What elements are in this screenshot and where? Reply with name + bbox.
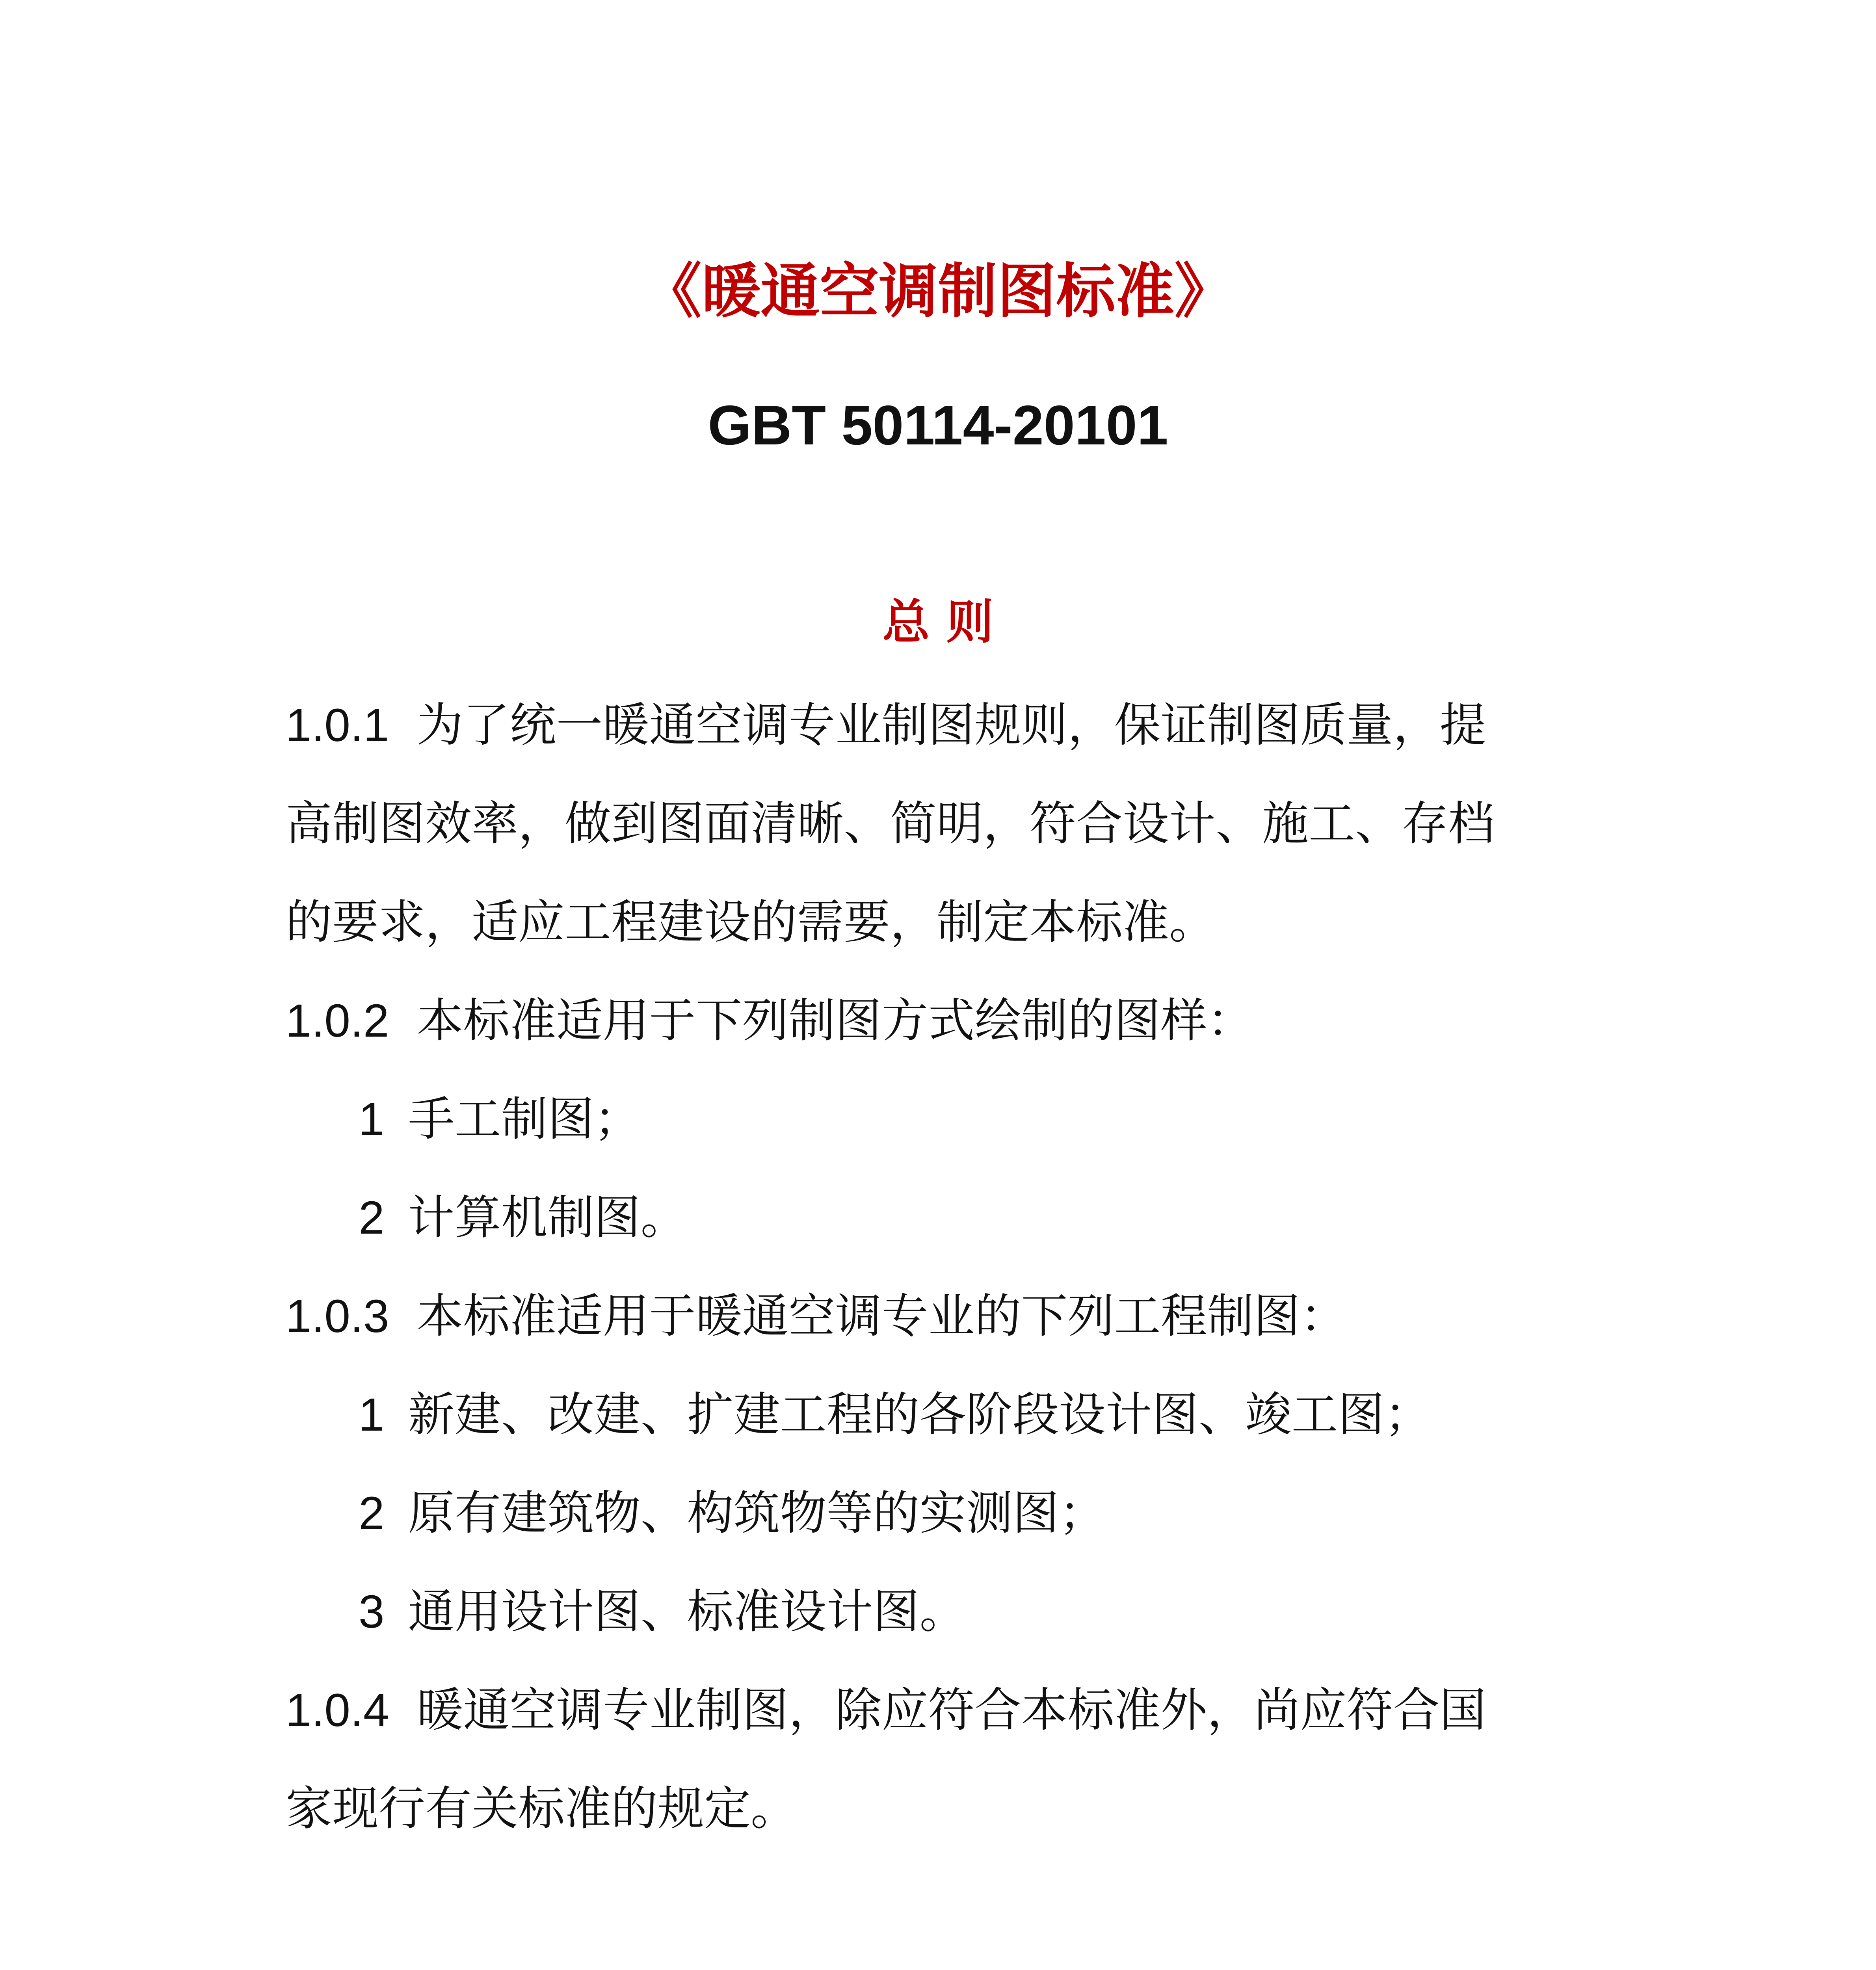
item-text: 手工制图； xyxy=(408,1092,641,1146)
item-number: 1 xyxy=(359,1389,385,1441)
clause-1-0-1-line-2: 高制图效率，做到图面清晰、简明，符合设计、施工、存档 xyxy=(286,796,1495,851)
standard-code: GBT 50114-20101 xyxy=(708,394,1168,457)
item-text: 原有建筑物、构筑物等的实测图； xyxy=(408,1486,1106,1540)
clause-number: 1.0.3 xyxy=(286,1290,389,1342)
clause-text: 本标准适用于下列制图方式绘制的图样： xyxy=(416,993,1254,1048)
clause-1-0-3-item-2 xyxy=(359,1481,1106,1545)
clause-1-0-1-line-3: 的要求，适应工程建设的需要，制定本标准。 xyxy=(286,895,1216,949)
clause-number: 1.0.2 xyxy=(286,995,389,1047)
item-text: 新建、改建、扩建工程的各阶段设计图、竣工图； xyxy=(408,1387,1431,1442)
clause-1-0-1-line-1 xyxy=(286,693,1486,757)
clause-text: 为了统一暖通空调专业制图规则，保证制图质量，提 xyxy=(416,698,1486,752)
clause-1-0-4-line-1 xyxy=(286,1678,1486,1742)
clause-1-0-4-line-2: 家现行有关标准的规定。 xyxy=(286,1781,798,1836)
item-number: 2 xyxy=(359,1487,385,1539)
item-number: 3 xyxy=(359,1586,385,1638)
item-number: 2 xyxy=(359,1192,385,1244)
clause-1-0-2 xyxy=(286,989,1253,1052)
clause-1-0-2-item-2 xyxy=(359,1186,687,1249)
clause-number: 1.0.1 xyxy=(286,699,389,751)
clause-1-0-2-item-1 xyxy=(359,1087,641,1151)
item-number: 1 xyxy=(359,1093,385,1145)
clause-number: 1.0.4 xyxy=(286,1684,389,1736)
clause-text: 暖通空调专业制图，除应符合本标准外，尚应符合国 xyxy=(416,1683,1486,1737)
item-text: 计算机制图。 xyxy=(408,1190,687,1245)
document-title: 《暖通空调制图标准》 xyxy=(642,257,1234,326)
clause-1-0-3-item-3 xyxy=(359,1580,966,1643)
clause-text: 本标准适用于暖通空调专业的下列工程制图： xyxy=(416,1289,1347,1343)
item-text: 通用设计图、标准设计图。 xyxy=(408,1584,966,1639)
clause-1-0-3 xyxy=(286,1284,1346,1348)
general-principles-heading: 总 则 xyxy=(882,595,994,650)
clause-1-0-3-item-1 xyxy=(359,1383,1431,1446)
